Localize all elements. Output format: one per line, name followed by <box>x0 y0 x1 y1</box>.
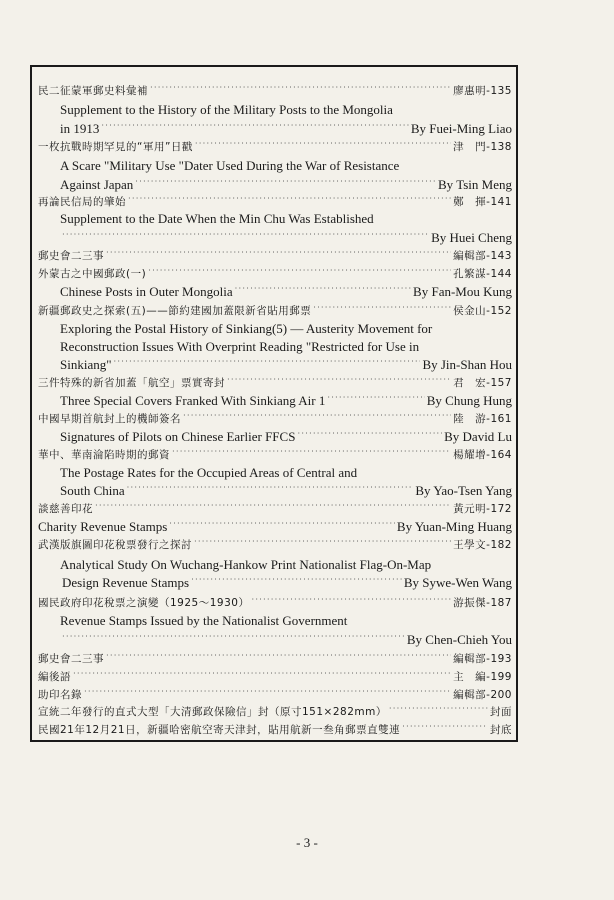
toc-entry <box>38 82 512 100</box>
toc-entry <box>38 536 512 554</box>
leader-dots <box>135 173 436 191</box>
entry-title-zh: 民國21年12月21日，新疆哈密航空寄天津封，貼用航新一叁角郵票直雙連 <box>38 724 401 736</box>
entry-title-en: Exploring the Postal History of Sinkiang(5) — Austerity Movement for <box>60 321 433 336</box>
toc-entry <box>38 138 512 156</box>
toc-entry <box>38 374 512 392</box>
page-number: - 3 - <box>296 835 318 850</box>
leader-dots <box>172 443 451 461</box>
author-page: 鄭 揮-141 <box>453 196 512 208</box>
leader-dots <box>101 117 409 135</box>
entry-title-en: Analytical Study On Wuchang-Hankow Print Nationalist Flag-On-Map <box>60 557 432 572</box>
entry-title-en: Supplement to the Date When the Min Chu Was Established <box>60 211 374 226</box>
leader-dots <box>402 718 488 736</box>
entry-title-en: Chinese Posts in Outer Mongolia <box>60 284 233 299</box>
author-page: 王學文-182 <box>453 539 512 551</box>
entry-title-zh: 編後語 <box>38 671 71 683</box>
leader-dots <box>128 190 451 208</box>
leader-dots <box>313 299 451 317</box>
toc-entry <box>38 721 512 739</box>
entry-title-en: Supplement to the History of the Military Posts to the Mongolia <box>60 102 393 117</box>
entry-title-zh: 郵史會二三事 <box>38 653 104 665</box>
entry-title-en: South China <box>60 483 125 498</box>
leader-dots <box>169 515 395 533</box>
leader-dots <box>148 262 451 280</box>
leader-dots <box>73 665 451 683</box>
entry-title-en: Three Special Covers Franked With Sinkiang Air 1 <box>60 393 326 408</box>
author-name: By Huei Cheng <box>431 230 512 245</box>
author-page: 楊耀增-164 <box>453 449 512 461</box>
entry-title-zh: 宣統二年發行的直式大型「大清郵政保險信」封（原寸151×282mm） <box>38 706 387 718</box>
author-name: By David Lu <box>444 429 512 444</box>
entry-title-en: The Postage Rates for the Occupied Areas of Central and <box>60 465 358 480</box>
entry-title-zh: 三件特殊的新省加蓋「航空」票實寄封 <box>38 377 225 389</box>
toc-entry <box>38 594 512 612</box>
entry-title-zh: 談慈善印花 <box>38 503 93 515</box>
entry-title-en: Charity Revenue Stamps <box>38 519 168 534</box>
author-page: 陸 游-161 <box>453 413 512 425</box>
toc-entry <box>62 574 512 592</box>
author-name: By Chen-Chieh You <box>406 632 512 647</box>
author-name: By Tsin Meng <box>438 177 512 192</box>
author-name: By Fuei-Ming Liao <box>410 121 512 136</box>
author-name: By Chung Hung <box>426 393 512 408</box>
entry-title-zh: 武漢版旗圖印花稅票發行之探討 <box>38 539 192 551</box>
leader-dots <box>297 425 442 443</box>
leader-dots <box>389 700 488 718</box>
author-name: By Yuan-Ming Huang <box>396 519 512 534</box>
entry-title-zh: 外蒙古之中國郵政(一) <box>38 268 147 280</box>
entry-title-en: Sinkiang" <box>60 357 112 372</box>
author-page: 黃元明-172 <box>453 503 512 515</box>
entry-title-en: in 1913 <box>60 121 100 136</box>
author-page: 主 編-199 <box>453 671 512 683</box>
leader-dots <box>106 647 451 665</box>
toc-entry <box>38 446 512 464</box>
author-page: 君 宏-157 <box>453 377 512 389</box>
author-page: 孔繁謀-144 <box>453 268 512 280</box>
entry-title-zh: 中國早期首航封上的機師簽名 <box>38 413 181 425</box>
leader-dots <box>235 280 411 298</box>
leader-dots <box>227 371 451 389</box>
entry-title-zh: 民二征蒙軍郵史料彙補 <box>38 85 148 97</box>
author-page: 封面 <box>490 706 512 718</box>
entry-title-zh: 一枚抗戰時期罕見的“軍用”日戳 <box>38 141 193 153</box>
entry-title-en: Revenue Stamps Issued by the Nationalist Government <box>60 613 348 628</box>
author-page: 編輯部-193 <box>453 653 512 665</box>
leader-dots <box>194 533 451 551</box>
author-name: By Fan-Mou Kung <box>413 284 512 299</box>
leader-dots <box>106 244 451 262</box>
leader-dots <box>150 79 451 97</box>
toc-entry <box>38 302 512 320</box>
entry-title-zh: 華中、華南淪陷時期的郵資 <box>38 449 170 461</box>
author-page: 津 門-138 <box>453 141 512 153</box>
entry-title-en: A Scare "Military Use "Dater Used During the War of Resistance <box>60 158 400 173</box>
entry-title-zh: 新疆郵政史之探索(五)——節約建國加蓋限新省貼用郵票 <box>38 305 312 317</box>
toc-text-line <box>60 320 512 338</box>
author-page: 編輯部-143 <box>453 250 512 262</box>
author-name: By Yao-Tsen Yang <box>415 483 512 498</box>
entry-title-zh: 再論民信局的肇始 <box>38 196 126 208</box>
entry-title-zh: 郵史會二三事 <box>38 250 104 262</box>
author-name: By Jin-Shan Hou <box>422 357 512 372</box>
leader-dots <box>191 571 402 589</box>
author-page: 封底 <box>490 724 512 736</box>
leader-dots <box>183 407 451 425</box>
entry-title-en: Against Japan <box>60 177 134 192</box>
author-page: 廖惠明-135 <box>453 85 512 97</box>
leader-dots <box>127 479 414 497</box>
leader-dots <box>327 389 424 407</box>
leader-dots <box>62 628 405 646</box>
leader-dots <box>114 353 421 371</box>
leader-dots <box>62 226 429 244</box>
author-name: By Sywe-Wen Wang <box>403 575 512 590</box>
leader-dots <box>95 497 451 515</box>
entry-title-en: Reconstruction Issues With Overprint Reading "Restricted for Use in <box>60 339 420 354</box>
leader-dots <box>195 135 451 153</box>
entry-title-en: Design Revenue Stamps <box>62 575 190 590</box>
entry-title-zh: 國民政府印花稅票之演變（1925～1930） <box>38 597 250 609</box>
author-page: 游振傑-187 <box>453 597 512 609</box>
author-page: 編輯部-200 <box>453 689 512 701</box>
entry-title-zh: 助印名錄 <box>38 689 82 701</box>
leader-dots <box>84 683 451 701</box>
toc-entry <box>38 193 512 211</box>
author-page: 侯金山-152 <box>453 305 512 317</box>
entry-title-en: Signatures of Pilots on Chinese Earlier FFCS <box>60 429 296 444</box>
leader-dots <box>251 591 451 609</box>
